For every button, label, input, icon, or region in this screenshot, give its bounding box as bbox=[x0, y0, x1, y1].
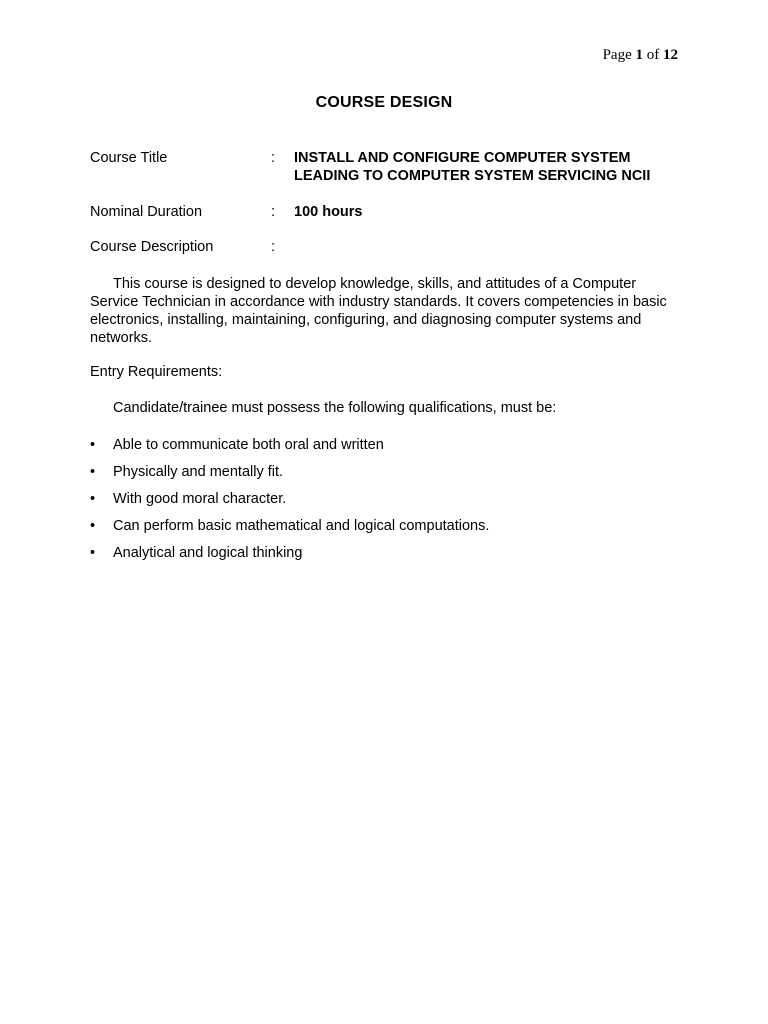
course-title-colon: : bbox=[271, 150, 276, 166]
page-total: 12 bbox=[663, 47, 678, 63]
duration-value: 100 hours bbox=[294, 204, 363, 220]
duration-label: Nominal Duration bbox=[90, 204, 203, 220]
course-title-label: Course Title bbox=[90, 150, 168, 166]
duration-colon: : bbox=[271, 204, 276, 220]
bullet-icon: • bbox=[90, 437, 96, 453]
page-current: 1 bbox=[635, 47, 643, 63]
course-description-text: This course is designed to develop knowledge, skills, and attitudes of a Computer Service Technician in accordance with industry standards. It covers competencies in basic electronics, installing, maintaining, configuring, and diagnosing computer systems and networks. bbox=[90, 276, 667, 346]
requirement-text: Can perform basic mathematical and logical computations. bbox=[113, 518, 490, 534]
bullet-icon: • bbox=[90, 464, 96, 480]
description-colon: : bbox=[271, 239, 276, 255]
page-of: of bbox=[646, 47, 660, 63]
page-prefix: Page bbox=[602, 47, 632, 63]
entry-requirements-heading: Entry Requirements: bbox=[90, 364, 223, 380]
course-title-value bbox=[294, 149, 650, 185]
document-title: COURSE DESIGN bbox=[315, 94, 453, 111]
bullet-icon: • bbox=[90, 491, 96, 507]
course-title-value-line2: LEADING TO COMPUTER SYSTEM SERVICING NCII bbox=[294, 168, 651, 184]
requirement-text: Able to communicate both oral and written bbox=[113, 437, 384, 453]
requirement-text: Analytical and logical thinking bbox=[113, 545, 303, 561]
entry-requirements-intro: Candidate/trainee must possess the following qualifications, must be: bbox=[113, 400, 557, 416]
requirement-text: Physically and mentally fit. bbox=[113, 464, 284, 480]
bullet-icon: • bbox=[90, 545, 96, 561]
bullet-icon: • bbox=[90, 518, 96, 534]
page-number bbox=[603, 47, 678, 64]
description-label: Course Description bbox=[90, 239, 214, 255]
requirement-text: With good moral character. bbox=[113, 491, 287, 507]
course-title-value-line1: INSTALL AND CONFIGURE COMPUTER SYSTEM bbox=[294, 150, 631, 166]
